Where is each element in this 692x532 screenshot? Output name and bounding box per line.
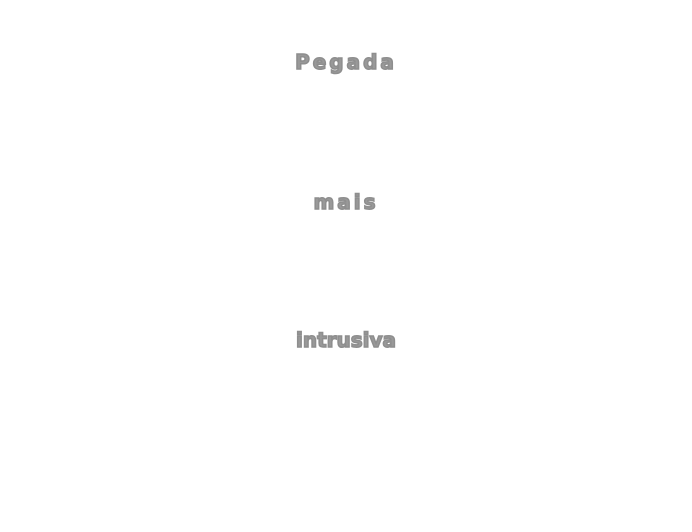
headline-line-3: intrusiva — [295, 328, 397, 352]
headline-line-1: Pegada — [295, 50, 397, 74]
headline-line-2: mais — [313, 190, 379, 214]
